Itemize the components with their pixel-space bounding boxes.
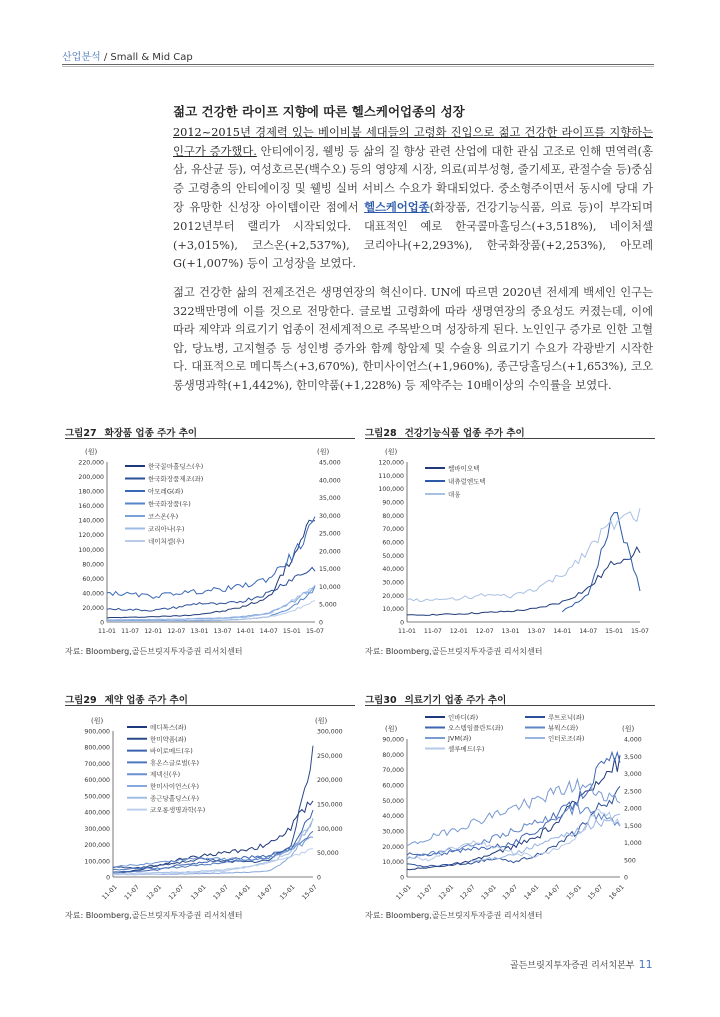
x-tick-label: 13-01 xyxy=(190,628,209,635)
y-tick-label: 60,000 xyxy=(382,539,404,547)
y2-tick-label: 20,000 xyxy=(319,548,341,556)
x-tick-label: 14-07 xyxy=(544,883,562,902)
figure-27-source: 자료: Bloomberg,골든브릿지투자증권 리서치센터 xyxy=(65,647,243,656)
legend-label: 인바디(좌) xyxy=(448,713,479,722)
x-tick-label: 11-01 xyxy=(100,883,119,902)
legend-label: 한국화장품(우) xyxy=(148,500,191,508)
x-tick-label: 16-01 xyxy=(607,883,626,902)
y-tick-label: 200,000 xyxy=(78,474,104,482)
x-tick-label: 13-01 xyxy=(501,628,520,635)
y-tick-label: 50,000 xyxy=(382,797,404,805)
y-tick-label: 0 xyxy=(400,874,404,882)
x-tick-label: 11-07 xyxy=(423,628,442,635)
series-line xyxy=(107,586,315,621)
paragraph-1-lead: 2012~2015년 경제력 있는 베이비붐 세대들의 고령화 진입으로 젊고 건강한 라이프를 지향하는 인구가 증가했다. xyxy=(173,126,653,158)
y-tick-label: 700,000 xyxy=(84,760,110,768)
y-tick-label: 500,000 xyxy=(84,793,110,801)
legend-label: 인터로조(좌) xyxy=(548,734,585,743)
y2-tick-label: 50,000 xyxy=(317,850,339,858)
y2-axis-unit: (원) xyxy=(317,448,330,456)
y2-tick-label: 4,000 xyxy=(624,736,642,744)
figure-30-rule xyxy=(365,705,655,706)
y-tick-label: 120,000 xyxy=(78,532,104,540)
y-tick-label: 220,000 xyxy=(78,459,104,467)
chart-medical-devices xyxy=(365,709,655,905)
y-tick-label: 80,000 xyxy=(382,512,404,520)
series-line xyxy=(113,819,313,873)
y2-tick-label: 250,000 xyxy=(317,752,343,760)
series-line xyxy=(407,752,620,855)
x-tick-label: 13-07 xyxy=(527,628,546,635)
y2-tick-label: 0 xyxy=(317,874,321,882)
x-tick-label: 13-01 xyxy=(189,883,208,902)
y-tick-label: 200,000 xyxy=(84,842,110,850)
y-tick-label: 600,000 xyxy=(84,777,110,785)
y2-axis-unit: (원) xyxy=(622,725,635,733)
series-line xyxy=(113,746,313,868)
x-tick-label: 14-01 xyxy=(234,883,252,902)
y-tick-label: 50,000 xyxy=(382,552,404,560)
figure-30-source: 자료: Bloomberg,골든브릿지투자증권 리서치센터 xyxy=(365,911,543,920)
figure-27-caption: 화장품 업종 주가 추이 xyxy=(104,428,198,439)
y2-tick-label: 100,000 xyxy=(317,825,343,833)
figure-29-number: 그림29 xyxy=(65,695,97,706)
running-header xyxy=(62,48,193,63)
y2-tick-label: 40,000 xyxy=(319,477,341,485)
figure-28-title xyxy=(365,425,525,439)
x-tick-label: 15-01 xyxy=(282,628,301,635)
x-tick-label: 11-01 xyxy=(98,628,116,635)
legend-label: 바이로메드(우) xyxy=(150,747,193,756)
figure-27-number: 그림27 xyxy=(65,428,97,439)
y2-tick-label: 30,000 xyxy=(319,512,341,520)
legend-label: 메디톡스(좌) xyxy=(150,723,187,732)
legend-label: 제넥신(우) xyxy=(150,770,181,779)
y-tick-label: 40,000 xyxy=(382,813,404,821)
chart-pharma xyxy=(65,709,355,905)
page-number: 11 xyxy=(638,958,653,971)
x-tick-label: 14-01 xyxy=(236,628,255,635)
y2-tick-label: 25,000 xyxy=(319,530,341,538)
figure-29-title xyxy=(65,692,188,706)
y-tick-label: 300,000 xyxy=(84,825,110,833)
x-tick-label: 14-01 xyxy=(522,883,541,902)
chart-cosmetics xyxy=(65,442,355,642)
y2-tick-label: 5,000 xyxy=(319,601,337,609)
y2-axis-unit: (원) xyxy=(315,717,328,725)
series-line xyxy=(407,508,640,601)
header-rule-secondary xyxy=(62,66,654,67)
legend-label: 종근당홀딩스(우) xyxy=(150,794,200,803)
x-tick-label: 12-01 xyxy=(449,628,468,635)
y-tick-label: 90,000 xyxy=(382,736,404,744)
x-tick-label: 15-01 xyxy=(278,883,297,902)
y-tick-label: 0 xyxy=(106,874,110,882)
figure-29-rule xyxy=(65,705,355,706)
y2-tick-label: 1,000 xyxy=(624,840,642,847)
y-axis-unit: (원) xyxy=(385,725,398,733)
legend-label: 코리아나(우) xyxy=(148,525,185,533)
x-tick-label: 12-07 xyxy=(458,883,477,902)
paragraph-2: 젊고 건강한 삶의 전제조건은 생명연장의 혁신이다. UN에 따르면 2020년 전세계 백세인 인구는 322백만명에 이를 것으로 전망한다. 글로벌 고령화에 따라 생명연장의 중요성도 커졌는데, 이에 따라 제약과 의료기기 업종이 전세계적으로 주목받으며 성장하게 된다. 노인인구 증가로 인한 고혈압, 당뇨병, 고지혈증 등 성인병 증가와 함께 항암제 및 수술용 의료기기 수요가 각광받기 시작한다. 대표적으로 메디톡스(+3,670%), 한미사이언스(+1,960%), 종근당홀딩스(+1,653%), 코오롱생명과학(+1,442%), 한미약품(+1,228%) 등 제약주는 10배이상의 수익률을 보였다. xyxy=(173,286,653,392)
paragraph-1-body-b: (화장품, 건강기능식품, 의료 등)이 부각되며 2012년부터 랠리가 시작되었다. 대표적인 예로 한국콜마홀딩스(+3,518%), 네이처셀(+3,015%), 코스온(+2,537%), 코리아나(+2,293%), 한국화장품(+2,253%), 아모레G(+1,007%) 등이 고성장을 보였다. xyxy=(173,201,653,271)
series-line xyxy=(407,779,620,845)
legend-label: JVM(좌) xyxy=(448,734,472,743)
legend-label: 루트로닉(좌) xyxy=(548,713,585,722)
y-tick-label: 800,000 xyxy=(84,744,110,752)
y-axis-unit: (원) xyxy=(85,448,98,456)
x-tick-label: 11-07 xyxy=(123,883,141,902)
series-line xyxy=(407,547,640,615)
y-axis-unit: (원) xyxy=(385,448,398,456)
y2-tick-label: 2,000 xyxy=(624,805,642,813)
legend-label: 코스온(우) xyxy=(148,512,179,521)
x-tick-label: 15-01 xyxy=(605,628,624,635)
y-tick-label: 0 xyxy=(100,619,104,627)
y2-tick-label: 10,000 xyxy=(319,583,341,591)
y-tick-label: 60,000 xyxy=(82,575,104,583)
x-tick-label: 12-07 xyxy=(167,628,186,635)
x-tick-label: 12-07 xyxy=(475,628,494,635)
x-tick-label: 11-07 xyxy=(416,883,434,902)
x-tick-label: 12-07 xyxy=(167,883,186,902)
y-tick-label: 90,000 xyxy=(382,499,404,507)
y-tick-label: 100,000 xyxy=(84,858,110,866)
legend-label: 한미사이언스(우) xyxy=(150,782,200,791)
legend-label: 오스템임플란트(좌) xyxy=(448,724,504,732)
x-tick-label: 13-01 xyxy=(480,883,498,902)
series-line xyxy=(471,814,620,861)
x-tick-label: 14-07 xyxy=(259,628,278,635)
figure-30-title xyxy=(365,692,506,706)
y-tick-label: 100,000 xyxy=(378,486,404,494)
y-tick-label: 20,000 xyxy=(82,604,104,612)
header-section: 산업분석 xyxy=(62,52,101,63)
header-rule xyxy=(62,64,654,65)
legend-label: 한국콜마홀딩스(우) xyxy=(148,462,204,471)
series-line xyxy=(113,818,313,874)
series-line xyxy=(107,520,315,618)
x-tick-label: 12-01 xyxy=(144,628,163,635)
x-tick-label: 15-07 xyxy=(300,883,319,902)
header-subtitle: Small & Mid Cap xyxy=(110,52,193,63)
section-heading: 젊고 건강한 라이프 지향에 따른 헬스케어업종의 성장 xyxy=(173,104,465,119)
y2-tick-label: 150,000 xyxy=(317,801,343,809)
x-tick-label: 12-01 xyxy=(437,883,456,902)
y-axis-unit: (원) xyxy=(91,717,104,725)
figure-30-number: 그림30 xyxy=(365,695,397,706)
y2-tick-label: 2,500 xyxy=(624,788,642,796)
y2-tick-label: 3,000 xyxy=(624,771,642,778)
y-tick-label: 160,000 xyxy=(78,503,104,511)
x-tick-label: 15-07 xyxy=(306,628,324,635)
y-tick-label: 400,000 xyxy=(84,809,110,817)
y-tick-label: 120,000 xyxy=(378,459,404,467)
y-tick-label: 40,000 xyxy=(382,566,404,574)
y-tick-label: 30,000 xyxy=(382,828,404,836)
y-tick-label: 20,000 xyxy=(382,592,404,600)
y-tick-label: 0 xyxy=(400,619,404,627)
legend-label: 한국화장품제조(좌) xyxy=(148,475,204,483)
y-tick-label: 40,000 xyxy=(82,590,104,598)
y-tick-label: 180,000 xyxy=(78,488,104,496)
y2-tick-label: 500 xyxy=(624,857,636,865)
x-tick-label: 14-01 xyxy=(553,628,572,635)
figure-27-rule xyxy=(65,438,355,439)
paragraph-1-body-a: 안티에이징, 웰빙 등 삶의 질 향상 관련 산업에 대한 관심 고조로 인해 면역력(홍삼, 유산균 등), 여성호르몬(백수오) 등의 영양제 시장, 의료(피부성형, 줄기세포, 관절수술 등)중심증 고령층의 안티에이징 및 웰빙 실버 서비스 수요가 확대되었다. 중소형주이면서 동시에 당대 가장 유망한 신성장 아이템이란 점에서 xyxy=(173,144,654,215)
x-tick-label: 13-07 xyxy=(213,628,232,635)
x-tick-label: 15-01 xyxy=(565,883,584,902)
y-tick-label: 30,000 xyxy=(382,579,404,587)
footer-company: 골든브릿지투자증권 리서치본부 xyxy=(510,961,635,971)
figure-28-source: 자료: Bloomberg,골든브릿지투자증권 리서치센터 xyxy=(365,647,543,656)
y-tick-label: 140,000 xyxy=(78,517,104,525)
legend-label: 아모레G(좌) xyxy=(148,487,184,496)
x-tick-label: 13-07 xyxy=(501,883,520,902)
y2-tick-label: 0 xyxy=(624,874,628,882)
figure-28-rule xyxy=(365,438,655,439)
figure-29-caption: 제약 업종 주가 추이 xyxy=(104,695,188,706)
y2-tick-label: 45,000 xyxy=(319,459,341,467)
y-tick-label: 10,000 xyxy=(382,606,404,614)
legend-label: 뷰웍스(좌) xyxy=(548,724,579,732)
figure-28-number: 그림28 xyxy=(365,428,397,439)
legend-label: 코오롱생명과학(우) xyxy=(150,806,206,815)
y-tick-label: 70,000 xyxy=(382,767,404,775)
x-tick-label: 14-07 xyxy=(256,883,275,902)
y-tick-label: 20,000 xyxy=(382,843,404,851)
y-tick-label: 100,000 xyxy=(78,546,104,554)
x-tick-label: 14-07 xyxy=(579,628,598,635)
x-tick-label: 11-01 xyxy=(394,883,413,902)
x-tick-label: 13-07 xyxy=(212,883,230,902)
y2-tick-label: 200,000 xyxy=(317,777,343,785)
y2-tick-label: 0 xyxy=(319,619,323,627)
legend-label: 한미약품(좌) xyxy=(150,735,187,744)
figure-30-caption: 의료기기 업종 주가 추이 xyxy=(404,695,507,706)
y2-tick-label: 3,500 xyxy=(624,753,642,761)
figure-27-title xyxy=(65,425,197,439)
figure-29-source: 자료: Bloomberg,골든브릿지투자증권 리서치센터 xyxy=(65,911,243,920)
page-footer xyxy=(510,958,653,971)
y-tick-label: 80,000 xyxy=(82,561,104,569)
x-tick-label: 11-01 xyxy=(398,628,416,635)
figure-28-caption: 건강기능식품 업종 주가 추이 xyxy=(404,428,525,439)
x-tick-label: 12-01 xyxy=(145,883,164,902)
y-tick-label: 110,000 xyxy=(378,472,404,480)
y-tick-label: 10,000 xyxy=(382,859,404,867)
legend-label: 셀루메드(우) xyxy=(448,745,485,753)
x-tick-label: 15-07 xyxy=(631,628,649,635)
y-tick-label: 60,000 xyxy=(382,782,404,790)
y2-tick-label: 300,000 xyxy=(317,728,343,736)
legend-label: 내츄럴엔도텍 xyxy=(448,477,486,486)
header-separator: / xyxy=(100,52,111,63)
y-tick-label: 80,000 xyxy=(382,751,404,759)
y2-tick-label: 35,000 xyxy=(319,495,341,503)
legend-label: 휴온스글로벌(우) xyxy=(150,758,200,767)
y2-tick-label: 15,000 xyxy=(319,566,341,574)
healthcare-highlight: 헬스케어업종 xyxy=(364,200,430,215)
legend-label: 대웅 xyxy=(448,490,461,499)
y-tick-label: 900,000 xyxy=(84,728,110,736)
series-line xyxy=(407,803,620,859)
y2-tick-label: 1,500 xyxy=(624,822,642,830)
x-tick-label: 11-07 xyxy=(121,628,140,635)
legend-label: 네이처셀(우) xyxy=(148,537,185,546)
x-tick-label: 15-07 xyxy=(586,883,605,902)
chart-health-food xyxy=(365,442,655,642)
y-tick-label: 70,000 xyxy=(382,526,404,534)
legend-label: 쎌바이오텍 xyxy=(448,464,480,473)
paragraph-1 xyxy=(173,124,653,274)
